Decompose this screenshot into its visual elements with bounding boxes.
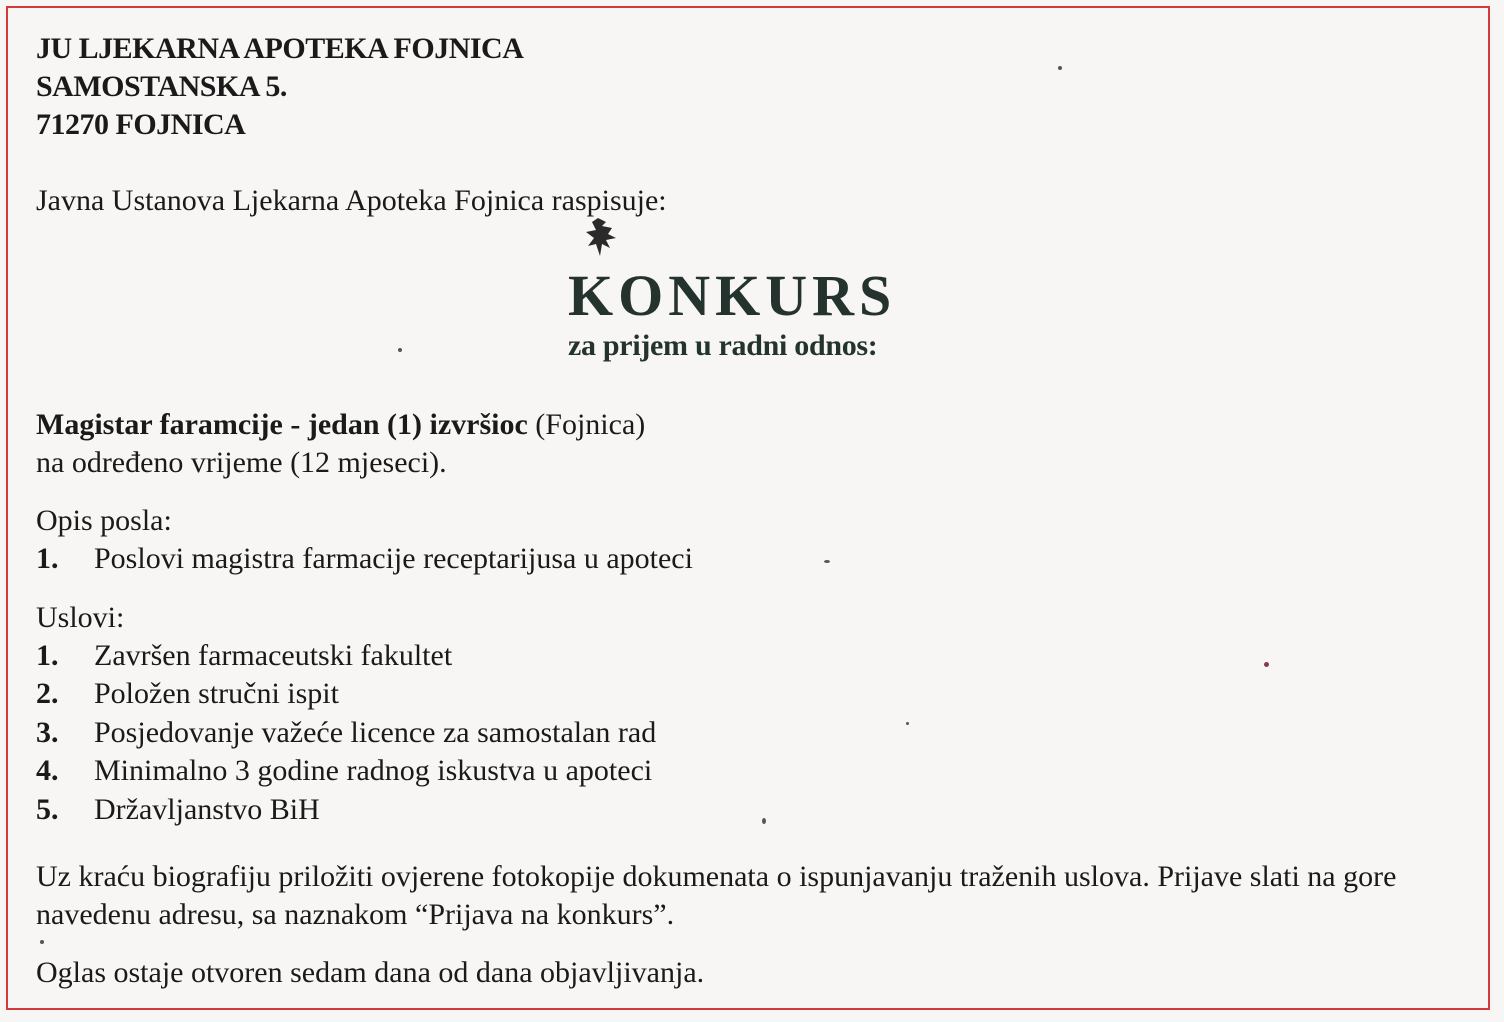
- scan-speck: [906, 722, 909, 725]
- list-item: [36, 791, 1466, 830]
- page-title: KONKURS: [568, 263, 897, 328]
- scan-speck: [762, 818, 766, 824]
- header-institution: JU LJEKARNA APOTEKA FOJNICA: [36, 32, 524, 65]
- list-item-number: 1.: [36, 542, 59, 575]
- list-item-text: Minimalno 3 godine radnog iskustva u apoteci: [94, 754, 653, 787]
- list-item-number: 5.: [36, 792, 59, 826]
- conditions-section: [36, 599, 1466, 830]
- list-item-number: 4.: [36, 754, 59, 787]
- scan-speck: [824, 560, 830, 563]
- list-item-text: Poslovi magistra farmacije receptarijusa u apoteci: [94, 542, 693, 575]
- position-term: na određeno vrijeme (12 mjeseci).: [36, 446, 447, 479]
- scan-speck: [1058, 66, 1062, 70]
- list-item: [36, 675, 1466, 714]
- conditions-list: [36, 637, 1466, 830]
- scan-speck: [40, 940, 44, 944]
- position-block: [36, 406, 1466, 829]
- scan-speck: [1264, 662, 1269, 667]
- list-item: [36, 637, 1466, 676]
- list-item: [36, 714, 1466, 753]
- scan-speck: [398, 348, 402, 352]
- list-item-text: Državljanstvo BiH: [94, 792, 320, 826]
- closing-block: [36, 858, 1466, 992]
- list-item-number: 1.: [36, 638, 59, 672]
- title-block: [568, 264, 896, 364]
- closing-paragraph-deadline: Oglas ostaje otvoren sedam dana od dana objavljivanja.: [36, 956, 705, 989]
- ink-blot-icon: [584, 214, 624, 260]
- position-location: (Fojnica): [527, 408, 646, 441]
- header-street: SAMOSTANSKA 5.: [36, 70, 287, 103]
- job-description-heading: Opis posla:: [36, 504, 172, 537]
- position-title: Magistar faramcije - jedan (1) izvršioc: [36, 408, 528, 441]
- intro-text: Javna Ustanova Ljekarna Apoteka Fojnica raspisuje:: [36, 184, 667, 217]
- list-item-text: Posjedovanje važeće licence za samostalan rad: [94, 715, 657, 749]
- conditions-heading: Uslovi:: [36, 600, 125, 634]
- page-subtitle: za prijem u radni odnos:: [568, 329, 878, 362]
- list-item-text: Završen farmaceutski fakultet: [94, 638, 453, 672]
- job-description-section: [36, 502, 1466, 579]
- list-item-text: Položen stručni ispit: [94, 677, 339, 710]
- header-city: 71270 FOJNICA: [36, 108, 246, 141]
- closing-paragraph-instructions: Uz kraću biografiju priložiti ovjerene fotokopije dokumenata o ispunjavanju traženih uslova. Prijave slati na gore navedenu adresu, sa naznakom “Prijava na konkurs”.: [36, 860, 1397, 931]
- list-item: [36, 540, 1466, 579]
- list-item: [36, 752, 1466, 791]
- list-item-number: 2.: [36, 677, 59, 710]
- position-heading: [36, 406, 1466, 444]
- header-block: [36, 30, 1466, 220]
- job-description-list: [36, 540, 1466, 579]
- list-item-number: 3.: [36, 715, 59, 749]
